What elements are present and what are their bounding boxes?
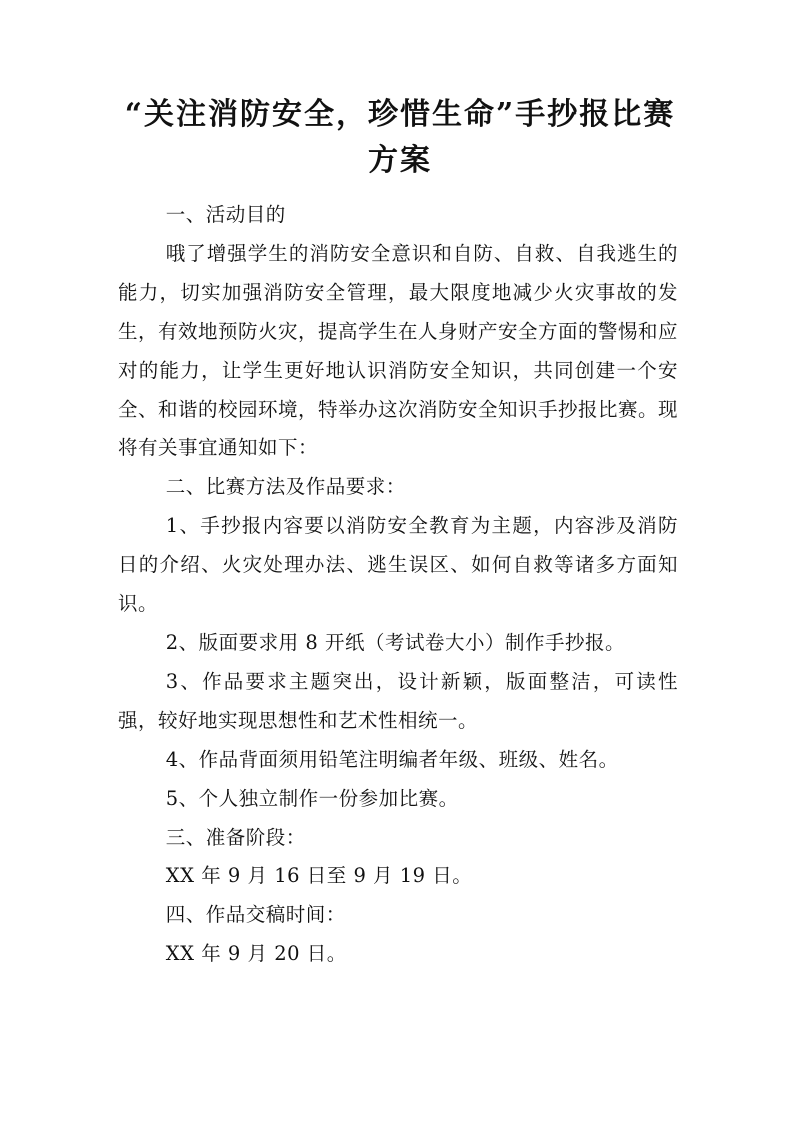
section-heading-purpose: 一、活动目的 — [165, 203, 286, 226]
submission-date: XX 年 9 月 20 日。 — [165, 942, 347, 966]
requirement-item-2: 2、版面要求用 8 开纸（考试卷大小）制作手抄报。 — [165, 630, 625, 654]
section-heading-preparation: 三、准备阶段： — [165, 825, 306, 849]
requirement-item-1: 1、手抄报内容要以消防安全教育为主题，内容涉及消防日的介绍、火灾处理办法、逃生误区、如何自救等诸多方面知识。 — [118, 514, 678, 616]
document-title: “关注消防安全，珍惜生命”手抄报比赛方案 — [124, 97, 676, 178]
requirement-item-4: 4、作品背面须用铅笔注明编者年级、班级、姓名。 — [165, 747, 619, 771]
preparation-date: XX 年 9 月 16 日至 9 月 19 日。 — [165, 864, 473, 888]
document-body — [118, 196, 678, 974]
section-heading-submission: 四、作品交稿时间： — [165, 903, 346, 927]
requirement-item-3: 3、作品要求主题突出，设计新颖，版面整洁，可读性强，较好地实现思想性和艺术性相统一。 — [118, 669, 678, 732]
section-heading-method: 二、比赛方法及作品要求： — [165, 475, 406, 499]
requirement-item-5: 5、个人独立制作一份参加比赛。 — [165, 786, 459, 810]
paragraph-purpose-text: 哦了增强学生的消防安全意识和自防、自救、自我逃生的能力，切实加强消防安全管理，最大限度地减少火灾事故的发生，有效地预防火灾，提高学生在人身财产安全方面的警惕和应对的能力，让学生更好地认识消防安全知识，共同创建一个安全、和谐的校园环境，特举办这次消防安全知识手抄报比赛。现将有关事宜通知如下： — [118, 241, 679, 460]
